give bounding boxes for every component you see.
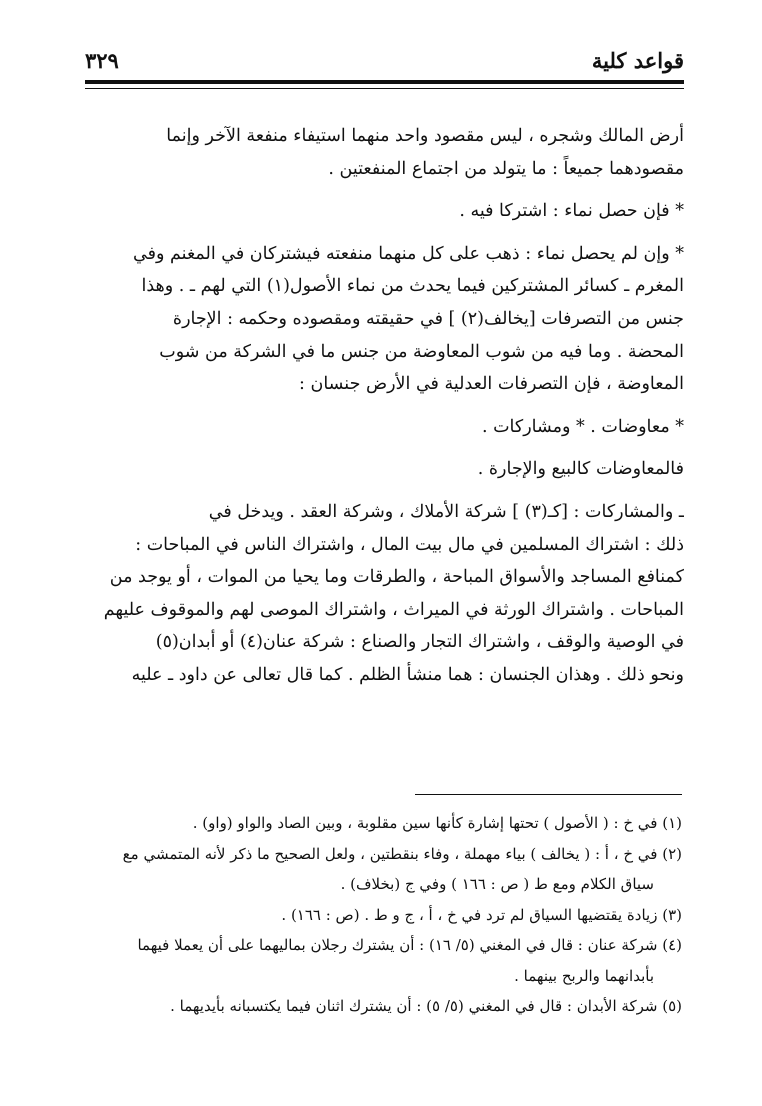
text-line: المحضة . وما فيه من شوب المعاوضة من جنس ما في الشركة من شوب <box>159 341 684 362</box>
text-line: أرض المالك وشجره ، ليس مقصود واحد منهما استيفاء منفعة الآخر وإنما <box>166 126 684 146</box>
text-line: ـ والمشاركات : [كـ(٣) ] شركة الأملاك ، وشركة العقد . ويدخل في <box>208 501 684 522</box>
footnote-line: (٤) شركة عنان : قال في المغني (٥/ ١٦) : أن يشترك رجلان بماليهما على أن يعملا فيهما <box>137 936 682 954</box>
running-title: قواعد كلية <box>591 48 684 73</box>
text-line: ذلك : اشتراك المسلمين في مال بيت المال ، واشتراك الناس في المباحات : <box>135 534 684 555</box>
footnote-separator <box>415 794 682 795</box>
header-rule-thick <box>85 80 684 84</box>
running-header <box>85 48 684 74</box>
footnote-line: (٢) في خ ، أ : ( يخالف ) بياء مهملة ، وفاء بنقطتين ، ولعل الصحيح ما ذكر لأنه المتمشي مع <box>122 844 682 863</box>
header-rule-thin <box>85 88 684 89</box>
text-line: * فإن حصل نماء : اشتركا فيه . <box>459 201 684 222</box>
footnote-line: (١) في خ : ( الأصول ) تحتها إشارة كأنها سين مقلوبة ، وبين الصاد والواو (واو) . <box>192 814 682 832</box>
text-line: المباحات . واشتراك الورثة في الميراث ، واشتراك الموصى لهم والموقوف عليهم <box>103 599 684 620</box>
text-line: فالمعاوضات كالبيع والإجارة . <box>477 459 684 480</box>
footnote-line: (٥) شركة الأبدان : قال في المغني (٥/ ٥) : أن يشترك اثنان فيما يكتسبانه بأيديهما . <box>170 997 682 1015</box>
text-line: مقصودهما جميعاً : ما يتولد من اجتماع المنفعتين . <box>328 158 684 179</box>
text-line: في الوصية والوقف ، واشتراك التجار والصناع : شركة عنان(٤) أو أبدان(٥) <box>155 632 684 653</box>
paragraph-gap <box>86 185 684 195</box>
text-line: * معاوضات . * ومشاركات . <box>481 416 684 437</box>
page-number: ٣٢٩ <box>85 48 119 73</box>
footnote-line: سياق الكلام ومع ط ( ص : ١٦٦ ) وفي ج (بخلاف) . <box>340 875 654 893</box>
footnotes <box>86 808 682 1022</box>
text-line: المغرم ـ كسائر المشتركين فيما يحدث من نماء الأصول(١) التي لهم ـ . وهذا <box>141 276 684 297</box>
footnote-line: بأبدانهما والربح بينهما . <box>514 966 654 985</box>
text-line: جنس من التصرفات [يخالف(٢) ] في حقيقته ومقصوده وحكمه : الإجارة <box>172 308 684 329</box>
footnote-line: (٣) زيادة يقتضيها السياق لم ترد في خ ، أ ، ج و ط . (ص : ١٦٦) . <box>281 905 682 924</box>
paragraph-gap <box>86 486 684 496</box>
text-line: كمنافع المساجد والأسواق المباحة ، والطرقات وما يحيا من الموات ، أو يوجد من <box>109 567 684 588</box>
paragraph-gap <box>86 443 684 453</box>
paragraph-gap <box>86 401 684 411</box>
text-line: * وإن لم يحصل نماء : ذهب على كل منهما منفعته فيشتركان في المغنم وفي <box>133 243 684 264</box>
text-line: ونحو ذلك . وهذان الجنسان : هما منشأ الظلم . كما قال تعالى عن داود ـ عليه <box>131 664 684 685</box>
main-text <box>86 120 684 692</box>
paragraph-gap <box>86 228 684 238</box>
text-line: المعاوضة ، فإن التصرفات العدلية في الأرض جنسان : <box>299 374 684 395</box>
